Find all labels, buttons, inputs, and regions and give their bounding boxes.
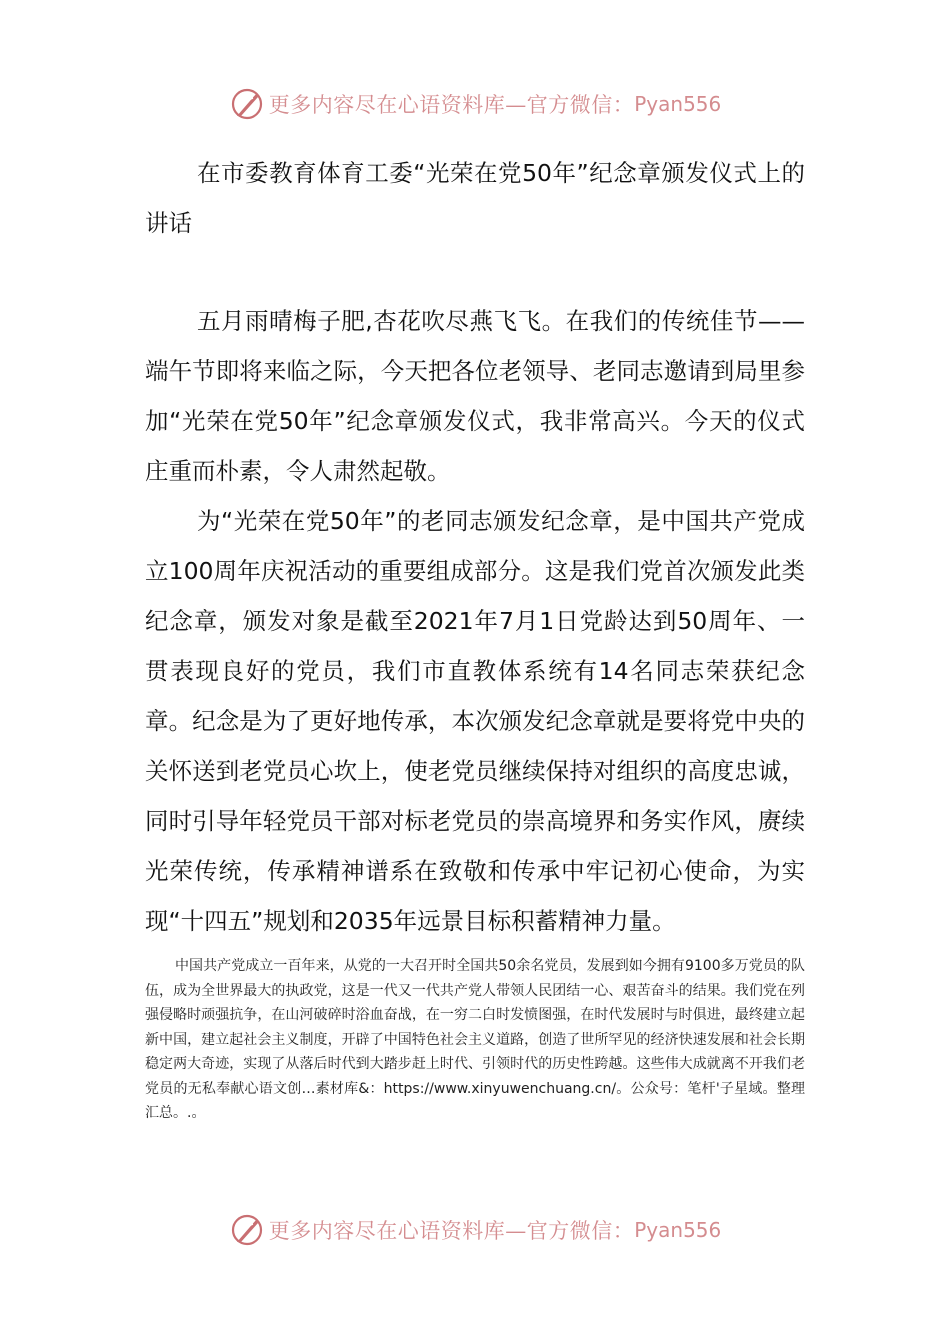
paragraph-1: 五月雨晴梅子肥,杏花吹尽燕飞飞。在我们的传统佳节——端午节即将来临之际，今天把各位老领导、老同志邀请到局里参加“光荣在党50年”纪念章颁发仪式，我非常高兴。今天的仪式庄重而朴素，令人肃然起敬。 (145, 307, 805, 485)
quill-pen-logo-icon (229, 1212, 265, 1248)
small-paragraph: 中国共产党成立一百年来，从党的一大召开时全国共50余名党员，发展到如今拥有9100多万党员的队伍，成为全世界最大的执政党，这是一代又一代共产党人带领人民团结一心、艰苦奋斗的结果。我们党在列强侵略时顽强抗争，在山河破碎时浴血奋战，在一穷二白时发愤图强，在时代发展时与时俱进，最终建立起新中国，建立起社会主义制度，开辟了中国特色社会主义道路，创造了世所罕见的经济快速发展和社会长期稳定两大奇迹，实现了从落后时代到大踏步赶上时代、引领时代的历史性跨越。这些伟大成就离不开我们老党员的无私奉献心语文创…素材库&：https://www.xinyuwenchuang.cn/。公众号：笔杆'子星域。整理汇总。.。 (145, 958, 805, 1121)
document-title: 在市委教育体育工委“光荣在党50年”纪念章颁发仪式上的讲话 (145, 159, 805, 237)
watermark-footer (0, 1208, 950, 1252)
document-body (145, 148, 805, 1126)
paragraph-2: 为“光荣在党50年”的老同志颁发纪念章，是中国共产党成立100周年庆祝活动的重要组成部分。这是我们党首次颁发此类纪念章，颁发对象是截至2021年7月1日党龄达到50周年、一贯表现良好的党员，我们市直教体系统有14名同志荣获纪念章。纪念是为了更好地传承，本次颁发纪念章就是要将党中央的关怀送到老党员心坎上，使老党员继续保持对组织的高度忠诚，同时引导年轻党员干部对标老党员的崇高境界和务实作风，赓续光荣传统，传承精神谱系在致敬和传承中牢记初心使命，为实现“十四五”规划和2035年远景目标积蓄精神力量。 (145, 507, 805, 935)
watermark-wechat-id: Pyan556 (634, 92, 722, 116)
watermark-text: 更多内容尽在心语资料库—官方微信： (268, 93, 635, 117)
watermark-wechat-id: Pyan556 (634, 1218, 722, 1242)
watermark-text: 更多内容尽在心语资料库—官方微信： (268, 1219, 635, 1243)
watermark-header (0, 82, 950, 126)
quill-pen-logo-icon (229, 86, 265, 122)
